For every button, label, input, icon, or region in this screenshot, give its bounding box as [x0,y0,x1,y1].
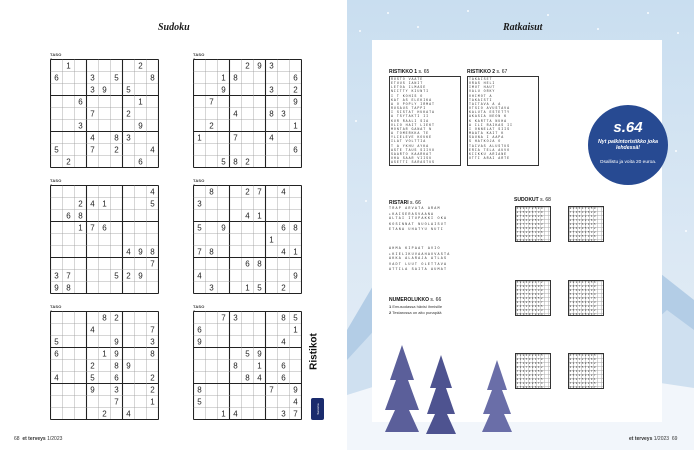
solution-row: 718632945 [516,354,544,357]
sudoku-given-digit: 3 [233,313,238,323]
sudoku-given-digit: 4 [269,133,274,143]
section-page-ref: s. 66 [410,200,421,206]
answer-line: SAUNA I AAPA [469,135,505,140]
grid-background [194,186,302,294]
sudoku-given-digit: 2 [126,109,131,119]
sudoku-given-digit: 4 [233,109,238,119]
sudoku-given-digit: 3 [54,271,59,281]
sudoku-given-digit: 4 [293,397,298,407]
sudoku-given-digit: 5 [245,349,250,359]
solution-row: 451893627 [569,374,597,377]
sudoku-given-digit: 9 [54,283,59,293]
tree-icon [482,360,512,432]
answer-line: LETOA ILMASE [391,85,427,90]
sudoku-given-digit: 5 [54,337,59,347]
solution-row: 425763918 [516,293,544,296]
sudoku-given-digit: 2 [138,61,143,71]
sudoku-given-digit: 5 [150,199,155,209]
sudoku-given-digit: 8 [209,187,214,197]
solution-row: 247319865 [516,305,544,308]
ristari-line: ▸KIELIKUVAAHAUVASTA [389,253,451,258]
sudoku-given-digit: 2 [293,85,298,95]
page-number: 68 [14,436,20,442]
solution-row: 296345817 [569,313,597,316]
sudoku-given-digit: 9 [138,271,143,281]
sudoku-given-digit: 2 [150,373,155,383]
sudoku-given-digit: 6 [281,373,286,383]
sudoku-grid[interactable] [50,185,159,294]
ristari-line: VADT LUUT OLETTAVA [389,262,448,267]
sudoku-given-digit: 1 [293,247,298,257]
sudoku-grid[interactable] [193,59,302,168]
level-label: TASO [193,178,205,183]
level-label: TASO [50,178,62,183]
section-name: RISTIKKO 1 [389,69,418,75]
solution-row: 457193682 [569,309,597,312]
sudoku-given-digit: 4 [257,373,262,383]
tree-icon [385,345,419,432]
sudoku-given-digit: 4 [281,187,286,197]
magazine-name: et terveys [22,436,46,442]
page-title: Sudoku [158,22,190,33]
solution-row: 324657958 [569,366,597,369]
page-title: Ratkaisut [503,22,543,33]
promo-headline: Nyt palkintoristikko joka lehdessä! [598,139,658,152]
solution-row: 784561923 [569,301,597,304]
sudoku-given-digit: 4 [197,271,202,281]
ristari-line: AKKA ALARAJA ATLAS [389,257,448,262]
sudoku-given-digit: 4 [126,247,131,257]
sudoku-given-digit: 6 [245,259,250,269]
answer-line: KALUTA ESTETTY [469,110,510,115]
sudoku-given-digit: 6 [54,349,59,359]
sudoku-given-digit: 2 [114,145,119,155]
sudoku-given-digit: 9 [293,97,298,107]
sudoku-given-digit: 9 [114,337,119,347]
solution-row: 916852347 [516,301,544,304]
answer-line: S HATKOJA O [469,139,502,144]
sudoku-given-digit: 9 [257,349,262,359]
answer-line: TAKAISET [469,77,493,81]
section-page-ref: s. 68 [540,197,551,203]
sudoku-given-digit: 9 [221,223,226,233]
solution-row: 378491652 [516,297,544,300]
sudoku-given-digit: 8 [269,109,274,119]
sudoku-given-digit: 7 [269,385,274,395]
sudoku-given-digit: 4 [281,337,286,347]
sudoku-given-digit: 2 [245,157,250,167]
answer-line: TAIVAS ALUSTUS [469,143,510,148]
sudoku-given-digit: 2 [150,385,155,395]
ristari-line: AHMA KIPAAT AVIO [389,247,441,251]
answer-line: A O POPLY IRMAT [391,101,435,106]
solution-row: 569422713 [569,215,597,218]
solution-row: 831769248 [569,305,597,308]
sudoku-given-digit: 4 [54,373,59,383]
answer-line: KAT AS ELEKIKA [391,97,432,102]
brand-badge [311,398,324,420]
solution-row: 142857396 [569,235,597,238]
answer-line: T A YKHU AYKA [391,143,430,148]
sudoku-given-digit: 8 [233,157,238,167]
solution-row: 976856431 [569,289,597,292]
sudoku-given-digit: 9 [221,85,226,95]
sudoku-given-digit: 8 [66,283,71,293]
sudoku-given-digit: 4 [233,409,238,419]
sudoku-given-digit: 6 [114,373,119,383]
solution-row: 163597284 [516,313,544,316]
sudoku-given-digit: 3 [281,109,286,119]
answer-line: ILAT VOLTTIA [391,139,427,144]
answer-line: RUSTO VAATE [391,77,424,81]
answer-line: A TOMERKKA TE [391,131,430,136]
sudoku-given-digit: 6 [138,157,143,167]
solution-row: 358947261 [516,235,544,238]
answer-line: ORAS HELI [469,81,496,86]
solution-row: 631759842 [516,366,544,369]
sudoku-given-digit: 8 [233,361,238,371]
solution-row: 268753491 [569,378,597,381]
sudoku-given-digit: 8 [150,247,155,257]
answer-line: RUSAUS TAPPI [391,106,427,111]
solution-row: 496385172 [569,227,597,230]
sudoku-given-digit: 8 [233,73,238,83]
answer-line: I T KOHIS O [391,93,424,98]
ristari-line: ALTAI ITUPAKKI OKA [389,217,448,222]
sudoku-given-digit: 1 [245,283,250,293]
sudoku-given-digit: 5 [293,313,298,323]
ristari-line: ATTILA SAITA AUMAT [389,267,448,272]
sudoku-given-digit: 9 [126,361,131,371]
sudoku-given-digit: 7 [221,313,226,323]
answer-line: ERIA TELA AUVO [469,147,510,152]
sudoku-given-digit: 2 [281,283,286,293]
solution-row: 851674923 [516,309,544,312]
sudoku-given-digit: 6 [197,325,202,335]
solution-row: 236594178 [516,358,544,361]
solution-row: 382417856 [569,281,597,284]
item-number: 1 [389,304,392,309]
solution-row: 693172584 [516,207,544,210]
sudoku-given-digit: 2 [90,361,95,371]
answer-line: UTTI ARAI ARTE [469,155,510,160]
sudoku-given-digit: 1 [102,199,107,209]
magazine-name: et terveys [629,436,653,442]
sudoku-given-digit: 5 [54,145,59,155]
sudoku-given-digit: 2 [114,313,119,323]
solution-row: 693214875 [569,370,597,373]
solution-row: 874539126 [516,215,544,218]
item-text: Testarossa on aito punapää [392,310,442,315]
sudoku-given-digit: 7 [150,259,155,269]
brand-strip [308,316,326,426]
page-number: 69 [671,436,678,442]
sudoku-given-digit: 5 [197,223,202,233]
sudoku-given-digit: 9 [138,247,143,257]
sudoku-given-digit: 3 [90,73,95,83]
sudoku-given-digit: 7 [257,187,262,197]
sudoku-given-digit: 6 [78,97,83,107]
ristari-line: KOSINNAT NUOLAISUT [389,222,448,227]
sudoku-given-digit: 3 [126,133,131,143]
sudoku-given-digit: 7 [90,145,95,155]
sudoku-given-digit: 7 [114,397,119,407]
sudoku-given-digit: 3 [209,283,214,293]
sudoku-given-digit: 4 [245,211,250,221]
sudoku-given-digit: 4 [150,145,155,155]
solution-row: 473512895 [569,354,597,357]
sudoku-given-digit: 6 [102,223,107,233]
section-name: NUMEROLUKKO [389,297,429,303]
sudoku-given-digit: 4 [90,133,95,143]
sudoku-given-digit: 5 [114,271,119,281]
sudoku-given-digit: 6 [54,73,59,83]
grid-background [51,60,159,168]
sudoku-given-digit: 1 [150,397,155,407]
sudoku-given-digit: 3 [90,85,95,95]
level-label: TASO [50,304,62,309]
answer-line: NIITTY KIUNTI [391,89,430,94]
sudoku-given-digit: 5 [257,283,262,293]
solution-row: 592638472 [516,281,544,284]
answer-line: A TSYTAKTI II [391,114,430,119]
solution-row: 142498537 [569,386,597,389]
sudoku-grid[interactable] [50,59,159,168]
solution-row: 478951636 [516,386,544,389]
sudoku-given-digit: 7 [66,271,71,281]
solution-row: 614925738 [516,289,544,292]
solution-row: 986423517 [516,219,544,222]
sudoku-given-digit: 8 [293,223,298,233]
sudoku-given-digit: 8 [150,73,155,83]
answer-line: MAATA KAIT K [469,131,505,136]
sudoku-given-digit: 2 [245,61,250,71]
answer-line: ASETTI SARASTUS [391,160,435,165]
issue-number: 1/2023 [47,436,63,442]
solution-row: 513698442 [516,227,544,230]
answer-line: A ILI RAIKAS II [469,122,513,127]
solution-row: 954184627 [516,374,544,377]
sudoku-given-digit: 5 [197,397,202,407]
sudoku-given-digit: 7 [209,97,214,107]
sudoku-grid[interactable] [193,185,302,294]
solution-row: 427751863 [516,223,544,226]
ristari-line: ▸KAISERASVAANA [389,213,435,218]
solution-row: 917368542 [569,362,597,365]
sudoku-given-digit: 8 [245,373,250,383]
sudoku-given-digit: 8 [197,385,202,395]
level-label: TASO [50,52,62,57]
sudoku-given-digit: 3 [269,61,274,71]
sudoku-given-digit: 3 [114,385,119,395]
solution-row: 738146295 [516,285,544,288]
sudoku-given-digit: 1 [221,73,226,83]
sudoku-given-digit: 2 [126,271,131,281]
solution-row: 714539628 [569,211,597,214]
sudoku-given-digit: 2 [66,157,71,167]
answer-line: TAKAISTI [469,97,493,102]
answer-line: SAARTO KAARKAT [391,151,432,156]
sudoku-given-digit: 3 [197,199,202,209]
answer-line: AKASIA NEON K [469,114,508,119]
answer-line: ETUUS IANIT [391,81,424,86]
solution-row: 925634817 [569,239,597,242]
sudoku-given-digit: 2 [245,187,250,197]
solution-row: 835127469 [569,358,597,361]
solution-row: 962361875 [516,239,544,242]
section-name: RISTARI [389,200,409,206]
solution-row: 145723698 [569,285,597,288]
solution-row: 623894175 [569,297,597,300]
sudoku-given-digit: 4 [90,199,95,209]
sudoku-given-digit: 1 [78,223,83,233]
level-label: TASO [193,304,205,309]
sudoku-given-digit: 9 [293,385,298,395]
sudoku-given-digit: 8 [114,361,119,371]
sudoku-grid[interactable] [193,311,302,420]
right-page [347,0,694,450]
footer-left [14,436,62,442]
sudoku-given-digit: 5 [90,373,95,383]
answer-line: ASTE TAUS SIIVU [391,147,435,152]
sudoku-given-digit: 7 [90,109,95,119]
sudoku-given-digit: 5 [114,73,119,83]
sudoku-given-digit: 1 [293,121,298,131]
sudoku-given-digit: 1 [257,211,262,221]
solution-row: 381762945 [569,223,597,226]
answer-line: VALU ORKY [469,89,496,94]
answer-line: KUR RAALI SIA [391,118,430,123]
sudoku-given-digit: 1 [269,235,274,245]
sudoku-given-digit: 8 [102,313,107,323]
sudoku-given-digit: 8 [114,133,119,143]
sudoku-given-digit: 1 [66,61,71,71]
section-name: RISTIKKO 2 [467,69,496,75]
solution-row: 741285396 [516,231,544,234]
ristari-line: ETANA UHATYU NUTI [389,227,444,232]
sudoku-given-digit: 8 [257,259,262,269]
answer-line: MONTAR GANAT N [391,126,432,131]
issue-number: 1/2023 [653,436,670,442]
trees [347,0,694,450]
solution-row: 784286359 [516,370,544,373]
answer-line: OTSIO AVUSTAVA [469,106,510,111]
sudoku-given-digit: 3 [269,85,274,95]
sudoku-given-digit: 9 [293,271,298,281]
solution-row: 519728364 [569,293,597,296]
brand-name: Ristikot [308,333,320,370]
solution-row: 897463215 [516,378,544,381]
item-text: Emusodassa hävisi ihmisille [392,304,443,309]
sudoku-given-digit: 9 [102,85,107,95]
sudoku-given-digit: 1 [257,361,262,371]
answer-line: OLIO HAIT LIEKT [391,122,435,127]
answer-line: I SISTAT HUKATA [391,110,435,115]
sudoku-given-digit: 7 [197,247,202,257]
sudoku-given-digit: 7 [90,223,95,233]
sudoku-given-digit: 3 [78,121,83,131]
sudoku-given-digit: 2 [209,121,214,131]
answer-line: TAITAVA A A [469,101,502,106]
section-page-ref: s. 66 [430,297,442,303]
promo-page-ref: s.64 [613,119,643,136]
sudoku-given-digit: 1 [197,133,202,143]
level-label: TASO [193,52,205,57]
sudoku-given-digit: 3 [150,337,155,347]
sudoku-given-digit: 8 [209,247,214,257]
sudoku-given-digit: 9 [138,121,143,131]
sudoku-given-digit: 7 [150,325,155,335]
sudoku-given-digit: 9 [257,61,262,71]
sudoku-given-digit: 1 [102,349,107,359]
solution-row: 573823961 [516,362,544,365]
sudoku-given-digit: 6 [281,223,286,233]
brand-badge-text: Sanoma [316,403,320,415]
item-number: 2 [389,310,392,315]
sudoku-given-digit: 6 [281,361,286,371]
sudoku-given-digit: 1 [221,409,226,419]
sudoku-given-digit: 1 [293,325,298,335]
sudoku-given-digit: 8 [150,349,155,359]
answer-line: K KARTTA NUHA [469,118,508,123]
sudoku-given-digit: 8 [281,313,286,323]
sudoku-given-digit: 4 [150,187,155,197]
sudoku-given-digit: 6 [293,145,298,155]
footer-right [629,436,677,442]
answer-line: UHA SAAR VIISU [391,155,432,160]
sudoku-given-digit: 6 [293,73,298,83]
sudoku-given-digit: 9 [90,385,95,395]
sudoku-given-digit: 7 [233,133,238,143]
answer-line: IMUT HAUT [469,85,496,90]
sudoku-given-digit: 4 [126,409,131,419]
promo-subtext: Osallistu ja voita 20 euroa. [599,160,657,165]
sudoku-given-digit: 9 [197,337,202,347]
grid-background [51,312,159,420]
section-name: SUDOKUT [514,197,539,203]
solution-row: 789134265 [569,382,597,385]
sudoku-given-digit: 6 [66,211,71,221]
answer-line: OHIMOT A [469,93,493,98]
sudoku-given-digit: 1 [138,97,143,107]
sudoku-given-digit: 4 [281,247,286,257]
solution-row: 215846739 [516,211,544,214]
answer-line: YLIELEVE KOUKE [391,135,432,140]
sudoku-given-digit: 3 [281,409,286,419]
sudoku-given-digit: 8 [78,211,83,221]
answer-line: I ONNELAT SIIS [469,126,510,131]
solution-row: 678941532 [569,231,597,234]
solution-row: 362218574 [516,382,544,385]
solution-row: 834617250 [569,207,597,210]
section-page-ref: s. 67 [496,69,508,75]
sudoku-given-digit: 9 [114,349,119,359]
sudoku-given-digit: 5 [221,157,226,167]
sudoku-grid[interactable] [50,311,159,420]
section-page-ref: s. 65 [418,69,430,75]
sudoku-given-digit: 7 [293,409,298,419]
ristari-line: TRAP ARVATA ARAM [389,207,441,211]
sudoku-given-digit: 2 [102,409,107,419]
solution-row: 257198364 [569,219,597,222]
answer-line: KIIKKU ARIANE [469,151,508,156]
sudoku-given-digit: 2 [78,199,83,209]
sudoku-given-digit: 4 [90,325,95,335]
sudoku-given-digit: 5 [126,85,131,95]
tree-icon [426,355,456,434]
